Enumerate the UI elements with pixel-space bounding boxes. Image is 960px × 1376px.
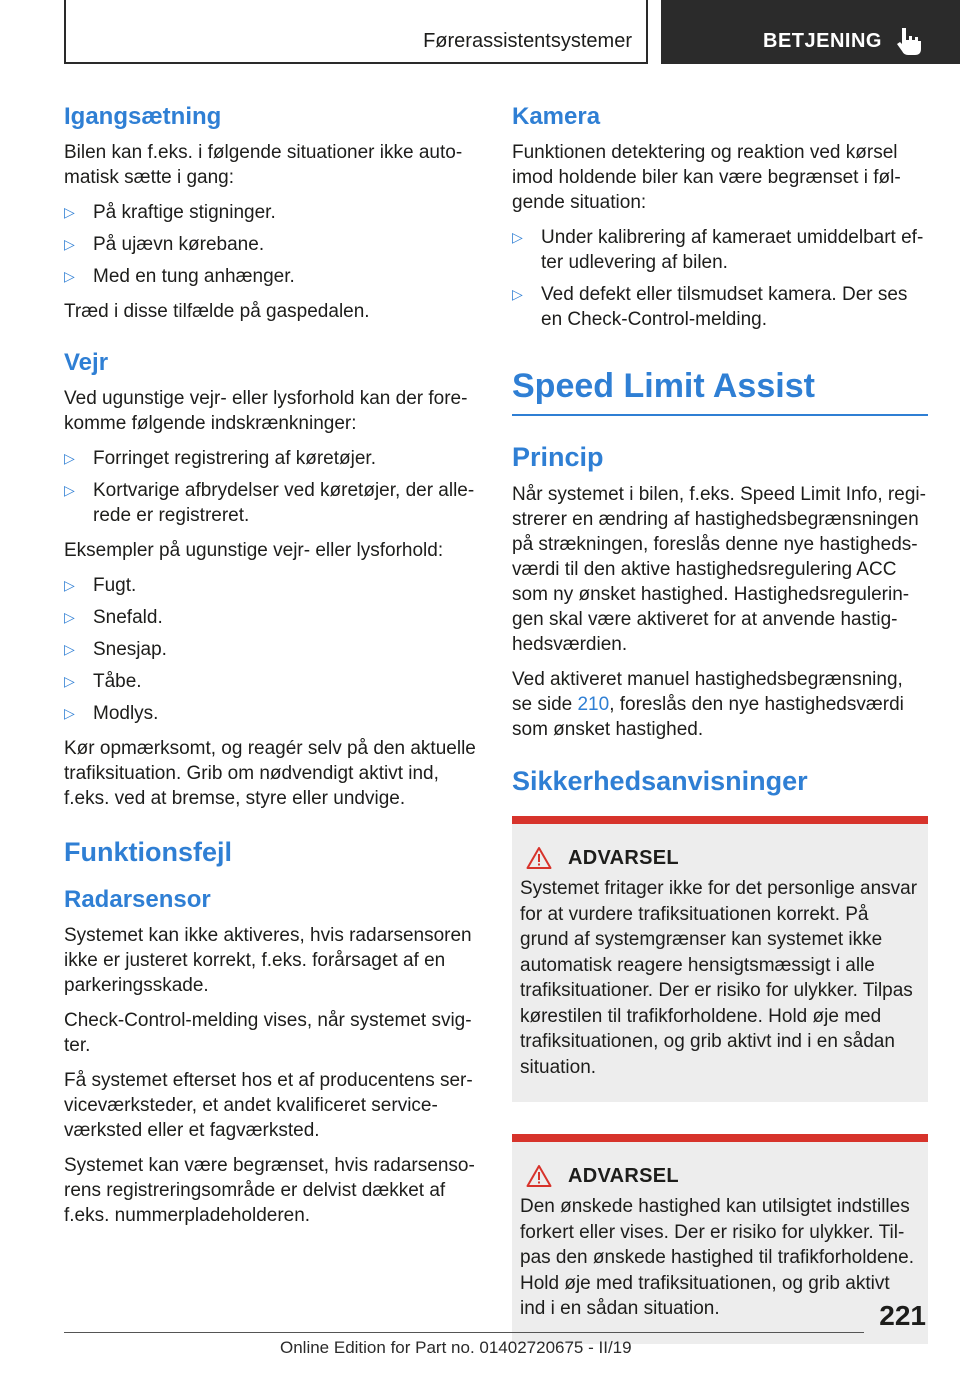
list-item: ▷ Snefald. <box>64 607 163 628</box>
heading-radarsensor: Radarsensor <box>64 886 211 913</box>
warning-title: ADVARSEL <box>568 1164 679 1187</box>
right-column <box>512 100 928 1376</box>
list-item: ▷ Tåbe. <box>64 671 142 692</box>
bullet-icon: ▷ <box>64 204 75 220</box>
bullet-icon: ▷ <box>64 450 75 466</box>
heading-igangsaetning: Igangsætning <box>64 103 222 130</box>
bullet-icon: ▷ <box>64 236 75 252</box>
heading-speed-limit-assist: Speed Limit Assist <box>512 362 928 416</box>
vejr-outro: Kør opmærksomt, og reagér selv på den aktuelle trafiksituation. Grib om nødvendigt aktivt ind, f.eks. ved at bremse, styre eller undvige. <box>64 738 476 809</box>
list-item: ▷ På ujævn kørebane. <box>64 234 265 255</box>
section-label: BETJENING <box>763 30 882 52</box>
igangsaetning-outro: Træd i disse tilfælde på gaspedalen. <box>64 301 370 322</box>
bullet-icon: ▷ <box>512 229 523 245</box>
warning-text: Systemet fritager ikke for det personlige ansvar for at vurdere trafiksituationen korrekt. På grund af systemgrænser kan systemet ikke automatisk reagere hensigtsmæssigt i alle trafiksituationer. Der er risiko for ulykker. Tilpas kørestilen til trafikforholdene. Hold øje med trafiksituationen, og grib aktivt ind i en sådan situation. <box>520 878 918 1078</box>
header-chapter-box <box>64 0 648 64</box>
warning-title: ADVARSEL <box>568 846 679 869</box>
footer-divider <box>64 1332 864 1333</box>
vejr-list <box>64 446 478 528</box>
list-item: ▷ Forringet registrering af køretøjer. <box>64 448 376 469</box>
warning-box <box>512 1134 928 1344</box>
funktionsfejl-paragraph: Systemet kan ikke aktiveres, hvis radarsensoren ikke er justeret korrekt, f.eks. forårsaget af en parkeringsskade. <box>64 925 472 996</box>
warning-triangle-icon <box>526 846 552 870</box>
bullet-icon: ▷ <box>64 268 75 284</box>
page-number: 221 <box>879 1300 926 1331</box>
bullet-icon: ▷ <box>64 705 75 721</box>
page-reference-link[interactable]: 210 <box>577 694 610 715</box>
bullet-icon: ▷ <box>64 641 75 657</box>
bullet-icon: ▷ <box>64 673 75 689</box>
heading-vejr: Vejr <box>64 349 109 376</box>
list-item: ▷ Modlys. <box>64 703 159 724</box>
hand-pointing-icon <box>893 24 927 58</box>
bullet-icon: ▷ <box>64 609 75 625</box>
heading-funktionsfejl: Funktionsfejl <box>64 837 232 867</box>
heading-princip: Princip <box>512 442 604 472</box>
list-item: ▷ Fugt. <box>64 575 137 596</box>
princip-paragraph: Når systemet i bilen, f.eks. Speed Limit Info, registrerer en ændring af hastighedsbegrænsningen på strækningen, foreslås denne nye hastighedsværdi til den aktive hastighedsregulering ACC som ny ønsket hastighed. Hastighedsreguleringen skal være aktiveret for at anvende hastighedsværdien. <box>512 484 926 655</box>
warning-text: Den ønskede hastighed kan utilsigtet indstilles forkert eller vises. Der er risiko for ulykker. Tilpas den ønskede hastighed til trafikforholdene. Hold øje med trafiksituationen, og grib aktivt ind i en sådan situation. <box>520 1196 914 1319</box>
vejr-examples-list <box>64 573 478 726</box>
heading-kamera: Kamera <box>512 103 601 130</box>
warning-box <box>512 816 928 1102</box>
list-item: ▷ På kraftige stigninger. <box>64 202 276 223</box>
funktionsfejl-paragraph: Systemet kan være begrænset, hvis radarsensorens registreringsområde er delvist dækket af f.eks. nummerpladeholderen. <box>64 1155 475 1226</box>
list-item: ▷ Med en tung anhænger. <box>64 266 295 287</box>
bullet-icon: ▷ <box>64 577 75 593</box>
funktionsfejl-paragraph: Check-Control-melding vises, når systemet svigter. <box>64 1010 472 1056</box>
list-item: ▷ Under kalibrering af kameraet umiddelbart efter udlevering af bilen. <box>512 227 924 273</box>
igangsaetning-list <box>64 200 478 289</box>
funktionsfejl-paragraph: Få systemet efterset hos et af producentens serviceværksteder, et andet kvalificeret serviceværksted eller et fagværksted. <box>64 1070 473 1141</box>
kamera-intro: Funktionen detektering og reaktion ved kørsel imod holdende biler kan være begrænset i følgende situation: <box>512 142 901 213</box>
list-item: ▷ Snesjap. <box>64 639 167 660</box>
vejr-examples-intro: Eksempler på ugunstige vejr- eller lysforhold: <box>64 540 444 561</box>
igangsaetning-intro: Bilen kan f.eks. i følgende situationer ikke automatisk sætte i gang: <box>64 142 463 188</box>
princip-paragraph-2: Ved aktiveret manuel hastighedsbegrænsning, se side 210, foreslås den nye hastighedsværdi som ønsket hastighed. <box>512 669 904 740</box>
chapter-title: Førerassistentsystemer <box>423 30 632 52</box>
footer-edition-text: Online Edition for Part no. 01402720675 - II/19 <box>280 1338 632 1357</box>
bullet-icon: ▷ <box>64 482 75 498</box>
header-section-box <box>661 0 960 64</box>
list-item: ▷ Kortvarige afbrydelser ved køretøjer, der allerede er registreret. <box>64 480 475 526</box>
bullet-icon: ▷ <box>512 286 523 302</box>
list-item: ▷ Ved defekt eller tilsmudset kamera. Der ses en Check-Control-melding. <box>512 284 908 330</box>
kamera-list <box>512 225 928 332</box>
warning-triangle-icon <box>526 1164 552 1188</box>
heading-sikkerhedsanvisninger: Sikkerhedsanvisninger <box>512 766 808 796</box>
vejr-intro: Ved ugunstige vejr- eller lysforhold kan der forekomme følgende indskrænkninger: <box>64 388 468 434</box>
left-column <box>64 100 478 1238</box>
